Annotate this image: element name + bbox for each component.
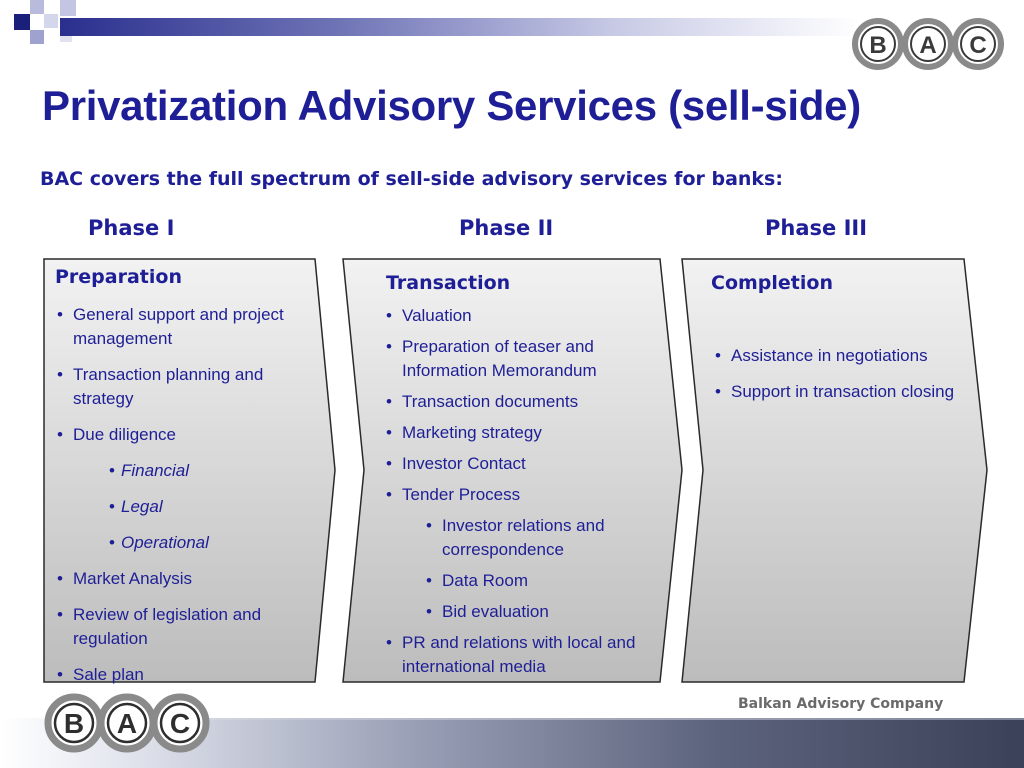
- bac-logo-top: [850, 16, 1006, 72]
- list-item: • Support in transaction closing: [711, 380, 961, 404]
- logo-letter-b: B: [869, 32, 887, 59]
- phase-3-label: Phase III: [765, 216, 868, 240]
- list-item: • Transaction documents: [382, 390, 650, 414]
- list-item: • Tender Process: [382, 483, 650, 507]
- logo-letter-b: B: [63, 708, 85, 739]
- subitem-legal: • Legal: [109, 495, 163, 519]
- subitem-investor-relations: • Investor relations and correspondence: [422, 514, 650, 562]
- subitem-financial: • Financial: [109, 459, 189, 483]
- list-item: • Market Analysis: [53, 567, 315, 591]
- phase-1-title: Preparation: [55, 266, 182, 288]
- list-item: • Due diligence: [53, 423, 315, 447]
- phase-1-card: [43, 258, 337, 683]
- logo-letter-a: A: [919, 32, 937, 59]
- list-item: • Marketing strategy: [382, 421, 650, 445]
- list-item: • Investor Contact: [382, 452, 650, 476]
- subitem-bid-evaluation: • Bid evaluation: [422, 600, 650, 624]
- list-item: • Assistance in negotiations: [711, 344, 961, 368]
- logo-letter-a: A: [116, 708, 138, 739]
- logo-letter-c: C: [969, 32, 987, 59]
- top-gradient-bar: [60, 18, 860, 36]
- list-item: • General support and project management: [53, 303, 315, 351]
- phase-2-list: [382, 304, 650, 679]
- list-subitem: [53, 495, 315, 519]
- list-item: • Valuation: [382, 304, 650, 328]
- phase-3-card: [681, 258, 989, 683]
- page-title: Privatization Advisory Services (sell-side): [42, 82, 861, 129]
- phase-2-title: Transaction: [386, 272, 511, 294]
- list-subitem: [53, 531, 315, 555]
- list-subitem: [53, 459, 315, 483]
- phase-2-label: Phase II: [459, 216, 554, 240]
- phase-2-card: [342, 258, 684, 683]
- bac-logo-bottom: [44, 688, 210, 758]
- list-item: • Review of legislation and regulation: [53, 603, 315, 651]
- list-subitem: [382, 514, 650, 624]
- phase-3-list: [711, 344, 961, 404]
- list-item: • PR and relations with local and international media: [382, 631, 650, 679]
- subitem-data-room: • Data Room: [422, 569, 650, 593]
- logo-letter-c: C: [169, 708, 191, 739]
- list-item: • Transaction planning and strategy: [53, 363, 315, 411]
- phase-1-label: Phase I: [88, 216, 175, 240]
- phase-3-title: Completion: [711, 272, 833, 294]
- list-item: • Sale plan: [53, 663, 315, 687]
- company-name: Balkan Advisory Company: [738, 696, 944, 712]
- page-subtitle: BAC covers the full spectrum of sell-side advisory services for banks:: [40, 168, 783, 190]
- list-item: • Preparation of teaser and Information Memorandum: [382, 335, 650, 383]
- phase-1-list: [53, 303, 315, 687]
- subitem-operational: • Operational: [109, 531, 209, 555]
